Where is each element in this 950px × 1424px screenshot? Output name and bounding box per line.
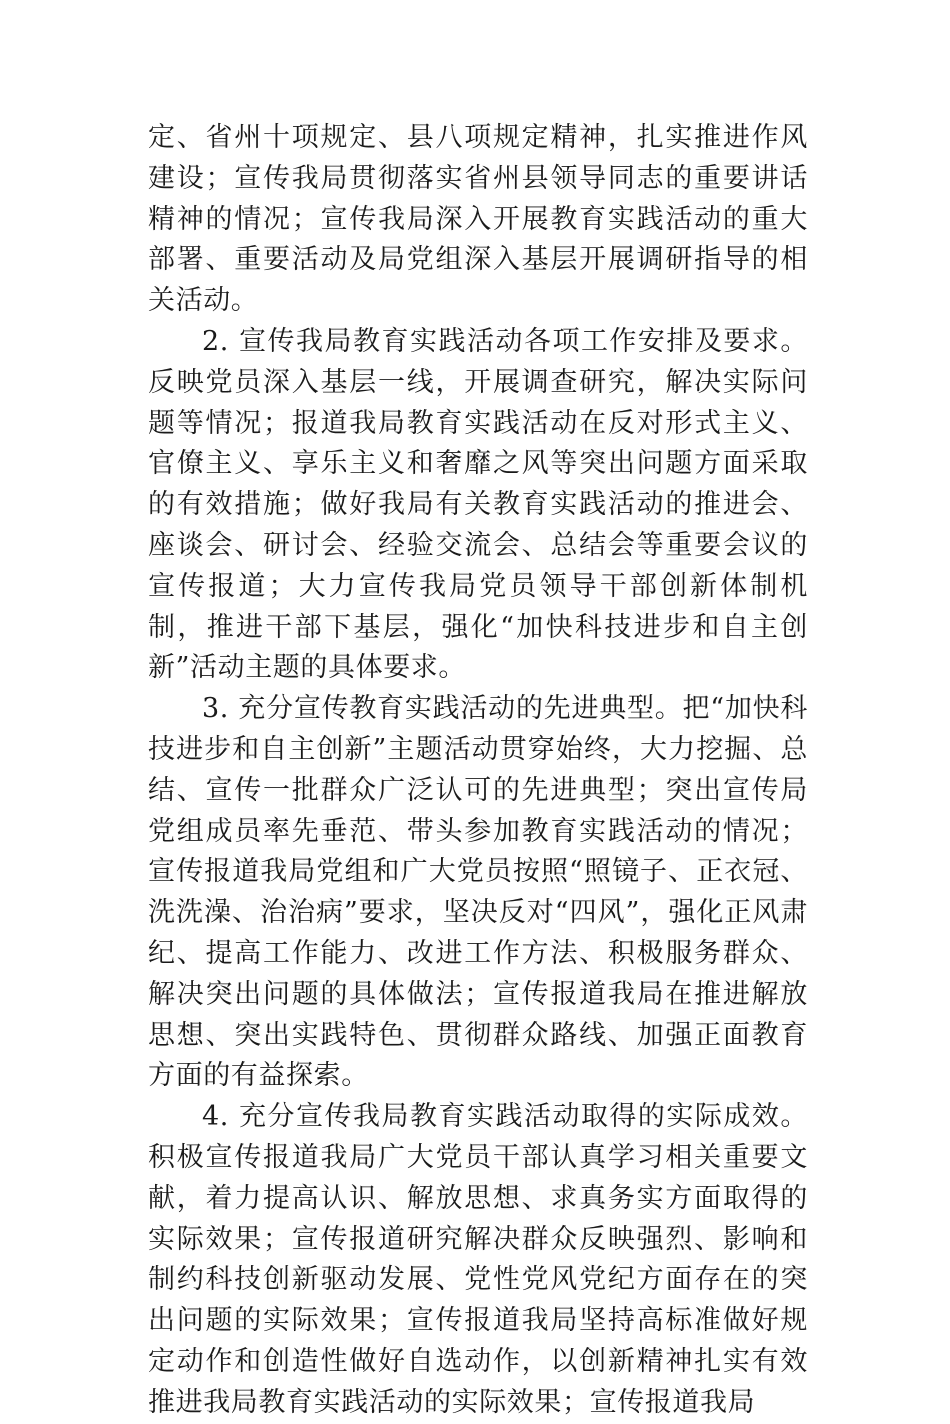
- paragraph-item-2: 2. 宣传我局教育实践活动各项工作安排及要求。反映党员深入基层一线，开展调查研究，解决实际问题等情况；报道我局教育实践活动在反对形式主义、官僚主义、享乐主义和奢靡之风等突出问题方面采取的有效措施；做好我局有关教育实践活动的推进会、座谈会、研讨会、经验交流会、总结会等重要会议的宣传报道；大力宣传我局党员领导干部创新体制机制，推进干部下基层，强化“加快科技进步和自主创新”活动主题的具体要求。: [148, 325, 808, 684]
- paragraph-item-4: 4. 充分宣传我局教育实践活动取得的实际成效。积极宣传报道我局广大党员干部认真学习相关重要文献，着力提高认识、解放思想、求真务实方面取得的实际效果；宣传报道研究解决群众反映强烈、影响和制约科技创新驱动发展、党性党风党纪方面存在的突出问题的实际效果；宣传报道我局坚持高标准做好规定动作和创造性做好自选动作，以创新精神扎实有效推进我局教育实践活动的实际效果；宣传报道我局: [148, 1101, 808, 1418]
- paragraph-continuation: 定、省州十项规定、县八项规定精神，扎实推进作风建设；宣传我局贯彻落实省州县领导同志的重要讲话精神的情况；宣传我局深入开展教育实践活动的重大部署、重要活动及局党组深入基层开展调研指导的相关活动。: [148, 122, 808, 317]
- document-page: [148, 118, 808, 1424]
- paragraph-item-3: 3. 充分宣传教育实践活动的先进典型。把“加快科技进步和自主创新”主题活动贯穿始终，大力挖掘、总结、宣传一批群众广泛认可的先进典型；突出宣传局党组成员率先垂范、带头参加教育实践活动的情况；宣传报道我局党组和广大党员按照“照镜子、正衣冠、洗洗澡、治治病”要求，坚决反对“四风”，强化正风肃纪、提高工作能力、改进工作方法、积极服务群众、解决突出问题的具体做法；宣传报道我局在推进解放思想、突出实践特色、贯彻群众路线、加强正面教育方面的有益探索。: [148, 693, 808, 1092]
